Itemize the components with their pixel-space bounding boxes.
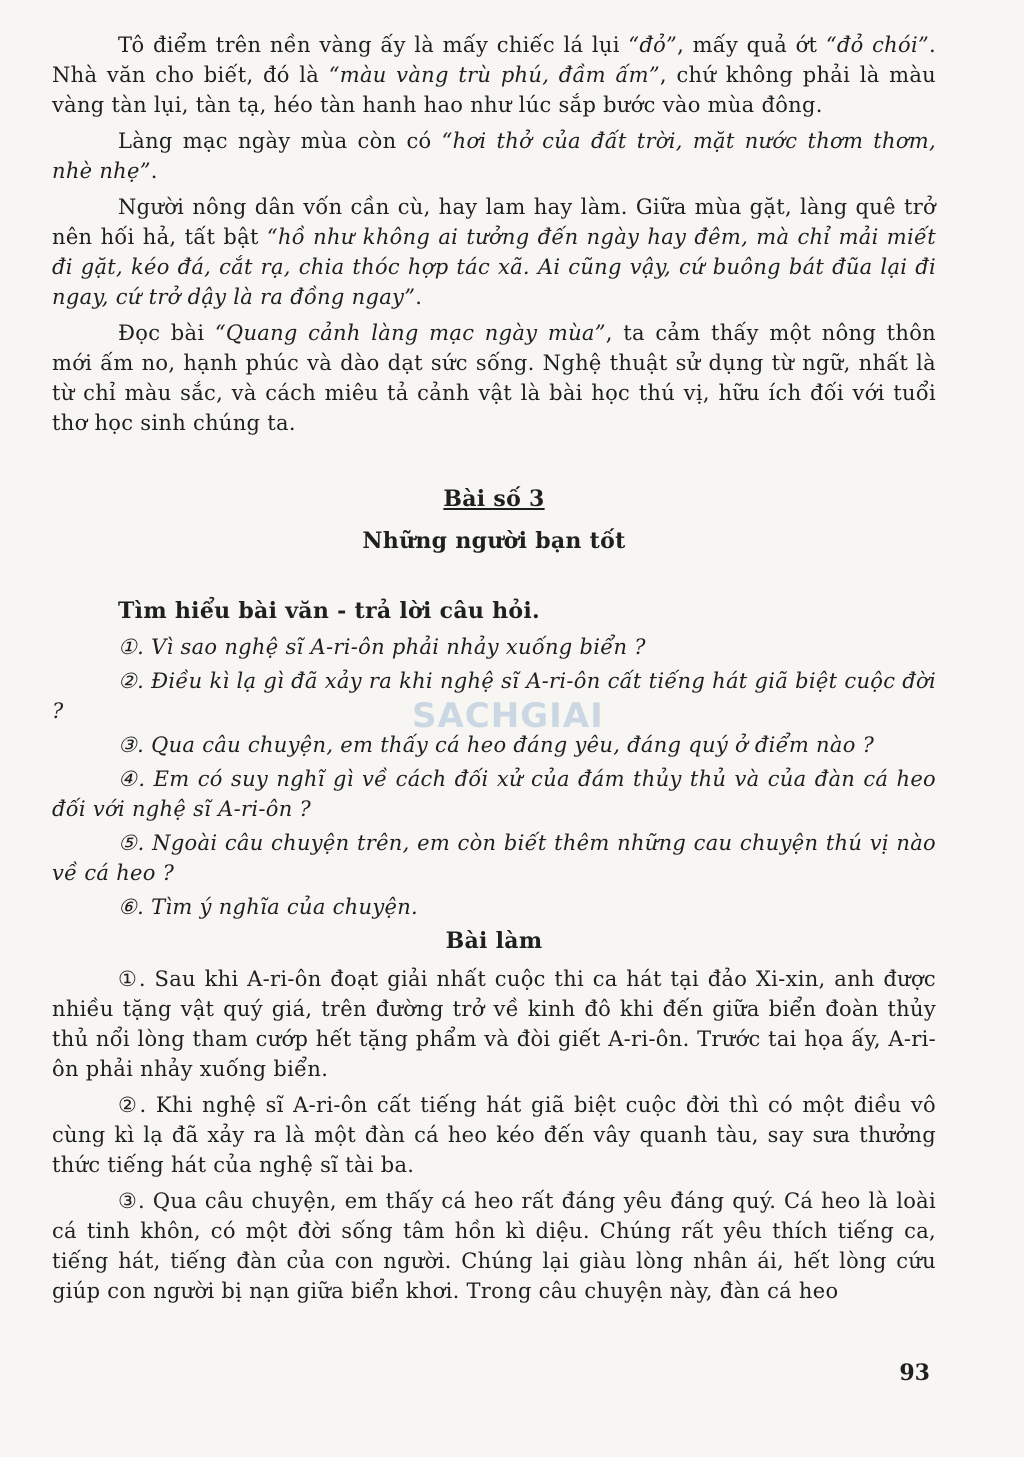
- paragraph-text: , ta cảm thấy một nông thôn mới ấm no, hạnh phúc và dào dạt sức sống. Nghệ thuật sử dụng từ ngữ, nhất là từ chỉ màu sắc, và cách miêu tả cảnh vật là bài học thú vị, hữu ích đối với tuổi thơ học sinh chúng ta.: [52, 321, 936, 435]
- body-paragraph: [52, 30, 936, 120]
- question-item: ②. Điều kì lạ gì đã xảy ra khi nghệ sĩ A-ri-ôn cất tiếng hát giã biệt cuộc đời ?: [52, 669, 936, 723]
- question-item: ⑤. Ngoài câu chuyện trên, em còn biết thêm những cau chuyện thú vị nào về cá heo ?: [52, 831, 936, 885]
- answer-item: ①. Sau khi A-ri-ôn đoạt giải nhất cuộc thi ca hát tại đảo Xi-xin, anh được nhiều tặng vật quý giá, trên đường trở về kinh đô khi đến giữa biển đoàn thủy thủ nổi lòng tham cướp hết tặng phẩm và đòi giết A-ri-ôn. Trước tai họa ấy, A-ri-ôn phải nhảy xuống biển.: [52, 967, 936, 1081]
- question-item: ⑥. Tìm ý nghĩa của chuyện.: [118, 895, 419, 919]
- paragraph-text: Làng mạc ngày mùa còn có: [118, 129, 442, 153]
- answer-item: ②. Khi nghệ sĩ A-ri-ôn cất tiếng hát giã biệt cuộc đời thì có một điều vô cùng kì lạ đã xảy ra là một đàn cá heo kéo đến vây quanh tàu, say sưa thưởng thức tiếng hát của nghệ sĩ tài ba.: [52, 1093, 936, 1177]
- intro-paragraphs: [52, 30, 936, 438]
- body-paragraph: [52, 318, 936, 438]
- question-list: [52, 632, 936, 922]
- body-paragraph: [52, 192, 936, 312]
- quoted-text: “đỏ chói”: [825, 33, 929, 57]
- paragraph-text: .: [150, 159, 158, 183]
- answer-list: [52, 964, 936, 1306]
- paragraph-text: Tô điểm trên nền vàng ấy là mấy chiếc lá lụi: [118, 33, 629, 57]
- paragraph-text: . Nhà văn cho biết, đó là: [52, 33, 936, 87]
- page-number: 93: [899, 1360, 930, 1386]
- body-paragraph: [52, 126, 936, 186]
- question-item: ④. Em có suy nghĩ gì về cách đối xử của đám thủy thủ và của đàn cá heo đối với nghệ sĩ A-ri-ôn ?: [52, 767, 936, 821]
- quoted-text: “hồ như không ai tưởng đến ngày hay đêm, mà chỉ mải miết đi gặt, kéo đá, cắt rạ, chia thóc hợp tác xã. Ai cũng vậy, cứ buông bát đũa lại đi ngay, cứ trở dậy là ra đồng ngay”: [52, 225, 936, 309]
- quoted-text: “hơi thở của đất trời, mặt nước thơm thơm, nhè nhẹ”: [52, 129, 936, 183]
- lesson-title: Những người bạn tốt: [362, 528, 626, 554]
- section-heading: Tìm hiểu bài văn - trả lời câu hỏi.: [118, 598, 541, 624]
- question-item: ①. Vì sao nghệ sĩ A-ri-ôn phải nhảy xuống biển ?: [118, 635, 646, 659]
- answer-item: ③. Qua câu chuyện, em thấy cá heo rất đáng yêu đáng quý. Cá heo là loài cá tinh khôn, có một đời sống tâm hồn kì diệu. Chúng rất yêu thích tiếng ca, tiếng hát, tiếng đàn của con người. Chúng lại giàu lòng nhân ái, hết lòng cứu giúp con người bị nạn giữa biển khơi. Trong câu chuyện này, đàn cá heo: [52, 1189, 936, 1303]
- lesson-number: Bài số 3: [443, 486, 545, 512]
- watermark-logo: SACHGIAI: [412, 696, 604, 736]
- quoted-text: “đỏ”: [628, 33, 678, 57]
- paragraph-text: Người nông dân vốn cần cù, hay lam hay làm. Giữa mùa gặt, làng quê trở nên hối hả, tất bật: [52, 195, 936, 249]
- quoted-text: “Quang cảnh làng mạc ngày mùa”: [214, 321, 606, 345]
- paragraph-text: .: [415, 285, 423, 309]
- paragraph-text: , chứ không phải là màu vàng tàn lụi, tàn tạ, héo tàn hanh hao như lúc sắp bước vào mùa đông.: [52, 63, 936, 117]
- question-item: ③. Qua câu chuyện, em thấy cá heo đáng yêu, đáng quý ở điểm nào ?: [118, 733, 875, 757]
- paragraph-text: Đọc bài: [118, 321, 215, 345]
- paragraph-text: , mấy quả ớt: [677, 33, 826, 57]
- page-content: [52, 30, 936, 1312]
- answers-heading: Bài làm: [445, 928, 543, 954]
- quoted-text: “màu vàng trù phú, đầm ấm”: [328, 63, 660, 87]
